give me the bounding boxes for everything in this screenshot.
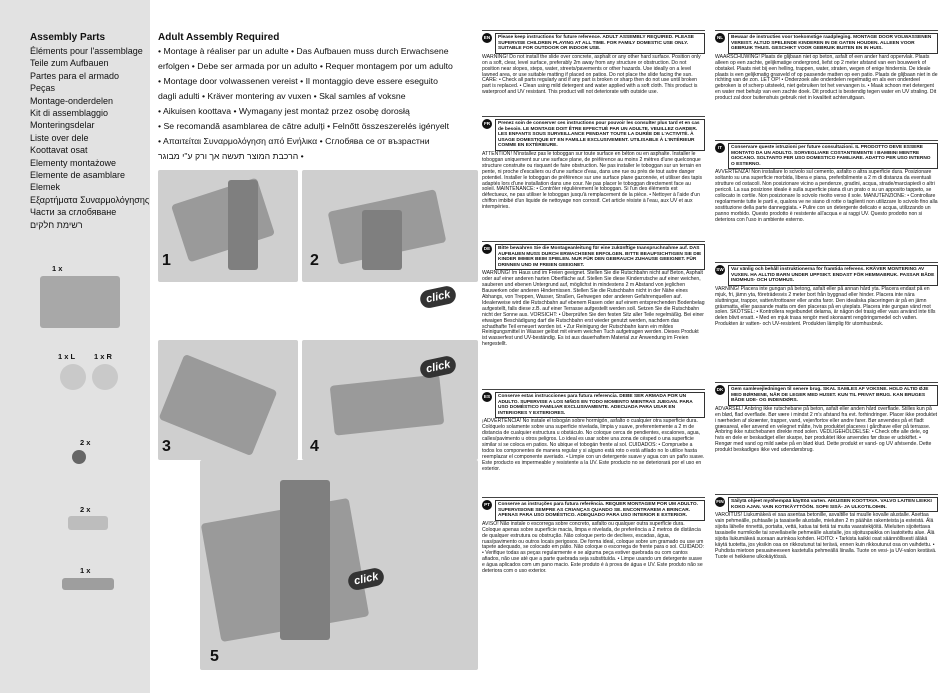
warning-header-row [482, 500, 705, 521]
warning-block-dk [715, 382, 938, 494]
language-badge: FR [482, 119, 492, 129]
warning-header-row [482, 392, 705, 418]
language-badge: NL [715, 33, 725, 43]
parts-language-item: Elemek [30, 182, 61, 193]
multilingual-warnings [482, 30, 938, 690]
warning-header-box: Conservare queste istruzioni per future consultazioni. IL PRODOTTO DEVE ESSERE MONTATO DA UN ADULTO. SORVEGLIARE COSTANTEMENTE I BAMBINI MENTRE GIOCANO. SOLTANTO PER USO DOMESTICO FAMILIARE. ADATTO PER USO INTERNO O ESTERNO. [728, 143, 938, 169]
assembly-line: • Aikuisen koottava • Wymagany jest montaż przez osobę dorosłą [158, 106, 410, 116]
warning-block-pt [482, 497, 705, 617]
parts-language-item: Teile zum Aufbauen [30, 58, 109, 69]
warning-block-en [482, 30, 705, 116]
step-5-number: 5 [210, 648, 219, 665]
warning-header-row [715, 385, 938, 406]
click-label-step-2: click [419, 284, 458, 309]
step-5-photo [200, 460, 478, 670]
warning-header-box: Gem samlevejledningen til senere brug. SKAL SAMLES AF VOKSNE. HOLD ALTID ØJE MED BØRNENE, NÅR DE LEGER MED HUSET. KUN TIL PRIVAT BRUG. KAN BRUGES BÅDE UDE- OG INDENDØRS. [728, 385, 938, 406]
language-badge: SW [715, 265, 725, 275]
language-badge: DK [715, 385, 725, 395]
adult-assembly-multilingual-list [158, 44, 478, 164]
warning-body-text: ADVARSEL! Anbring ikke rutschebane på beton, asfalt eller anden hård overflade. Stilles kun på en blød, flad overflade. Bør være i mindst 2 m's afstand fra evt. forhindringer. Placer ikke produktet i nærheden af skrænter, trapper, vand, vejer/fortov eller andre farer. Bør anvendes på et fladt græsareal, eller anvend en velegnet måtte, hvis produktet placeres i gårdhave eller på terrasse. Anbring ikke rutschebanen direkte mod solen. VEDLIGEHOLDELSE: • Check ofte alle dele, og hvis en dele er beskadiget eller skarpe, bør produktet ikke anvendes før disse er udskiftet. • Rengør med vand og mild sæbe på en blød klud. Dette produkt er vand- og UV afvisende. Dette produkt beskadiges ikke ved udendørsbrug. [715, 405, 938, 454]
parts-language-item: Elemente de asamblare [30, 170, 126, 181]
step-2-photo [302, 170, 478, 282]
parts-language-item: Части за сглобяване [30, 207, 117, 218]
parts-language-item: Εξαρτήματα Συναρμολόγησης [30, 194, 150, 205]
part-quantity-slide: 1 x [52, 264, 63, 273]
parts-language-item: Kit di assemblaggio [30, 108, 109, 119]
parts-language-item: Montage-onderdelen [30, 95, 114, 106]
warning-header-row [715, 33, 938, 54]
warning-header-box: Bewaar de instructies voor toekomstige raadpleging. MONTAGE DOOR VOLWASSENEN VEREIST. ALTIJD SPELENDE KINDEREN IN DE GATEN HOUDEN. ALLEEN VOOR GEBRUIK THUIS. GESCHIKT VOOR GEBRUIK BUITEN EN IN HUIS. [728, 33, 938, 54]
click-label-step-4: click [419, 354, 458, 379]
part-quantity-handle: 1 x [80, 566, 91, 575]
warning-block-sw [715, 262, 938, 382]
parts-language-item: Peças [30, 83, 56, 94]
step-part-image [68, 516, 108, 530]
warning-header-row [715, 497, 938, 512]
warning-body-text: WARNING! Do not install the slide over concrete, asphalt or any other hard surface. Position only on a soft, clear, level surface, preferably 2m away from any structure or obstruction. Do not position near slopes, steps, water, streets/pavements or other hazards. Use ideally on a level lawned area, or use suitable matting if placed on patios. Do not place the slide facing the sun. CARE: • Check all parts regularly and if any part is broken or sharp then do not use until broken part is replaced. • Clean using mild detergent and water applied with a soft cloth. This product is waterproof and UV resistant. This product will not deteriorate with outside use. [482, 53, 701, 96]
part-quantity-step: 2 x [80, 505, 91, 514]
parts-language-item: Elementy montażowe [30, 157, 117, 168]
parts-language-item: Liste over dele [30, 132, 89, 143]
part-quantity-peg: 2 x [80, 438, 91, 447]
left-bracket-part-image [60, 364, 86, 390]
warning-block-es [482, 389, 705, 497]
warning-body-text: WARNUNG! Im Haus und im Freien geeignet. Stellen Sie die Rutschbahn nicht auf Beton, Asphalt oder auf einer anderen harten Oberfläche auf. Stellen Sie diese Kinderrutsche auf einer weichen, sauberen und ebenen Untergrund auf, möglichst in mindestens 2 m Abstand von jeglichen Bauwerken oder anderen Hindernissen. Stellen Sie die Rutschbahn nicht in der Nähe eines Abhangs, von Treppen, Wasser, Straßen, Gehwegen oder anderen Gefahrenquellen auf. Idealerweise wird die Rutschbahn auf ebenem Rasen oder auf einem entsprechenden Bodenbelag aufgestellt, falls diese z.B. auf einer Terrasse aufgestellt werden soll. Setzen Sie die Rutschbahn nicht der Sonne aus. VORSICHT: • Überprüfen Sie den festen Sitz aller Teile regelmäßig. Bei einer etwaigen Beschädigung darf die Rutschbahn erst wieder genutzt werden, nachdem das schadhafte Teil erneuert worden ist. • Zur Reinigung der Rutschbahn kann ein mildes Reinigungsmittel in Wasser gelöst mit einem weichen Tuch aufgetragen werden. Dieses Produkt ist wasserfest und UV-beständig. Es ist aus dauerhaftem Material zur Anwendung im Freien hergestellt. [482, 270, 705, 348]
warning-block-fin [715, 494, 938, 590]
slide-body-part-image [40, 276, 120, 328]
warning-block-fr [482, 116, 705, 241]
warning-body-text: VARNING! Placera inte gungan på betong, asfalt eller på annan hård yta. Placera endast på en mjuk, fri, jämn yta, företrädesvis 2 meter bort från byggnad eller hinder. Placera inte nära sluttningar, trappor, vatten/trottoarer eller andra faror. Den idealiska placeringen är på en jämn gräsmatta, eller passande matta om den placeras på en uteplats. Placera inte gungan vänd mot solen. SKÖTSEL: • Kontrollera regelbundet delarna, är någon del trasig eller vass använd inte tills delen blivit ersatt. • Med en mjuk trasa rengör med skonsamt rengöringsmedel och vatten. Produkten är vatten- och UV-resistent. Produkten lämplig för utomhusbruk. [715, 285, 936, 328]
warning-block-nl [715, 30, 938, 140]
step-3-photo [158, 340, 298, 460]
warnings-left-column [482, 30, 705, 617]
parts-language-item: Partes para el armado [30, 70, 120, 81]
part-quantity-left: 1 x L [58, 352, 76, 361]
warning-header-box: Please keep instructions for future reference. ADULT ASSEMBLY REQUIRED. PLEASE SUPERVISE CHILDREN PLAYING AT ALL TIME. FOR FAMILY DOMESTIC USE ONLY. SUITABLE FOR OUTDOOR OR INDOOR USE. [495, 33, 705, 54]
warnings-right-column [715, 30, 938, 590]
warning-header-box: Säilytä ohjeet myöhempää käyttöä varten. AIKUISEN KOOTTAVA. VALVO LAITEN LEIKKI KOKO AJAN. VAIN KOTIKÄYTTÖÖN. SOPII SISÄ- JA ULKOTILOIHIN. [728, 497, 938, 512]
warning-header-box: Prenez soin de conserver ces instructions pour pouvoir les consulter plus tard et en cas de besoin. LE MONTAGE DOIT ÊTRE EFFECTUÉ PAR UN ADULTE. VEUILLEZ GARDER. LES ENFANTS SOUS SURVEILLANCE PENDANT TOUTE LA DURÉE DE L'ACTIVITÉ. À USAGE DOMESTIQUE ET EN FAMILLE EXCLUSIVEMENT. UTILISABLE À L'INTÉRIEUR COMME EN EXTÉRIEURE. [495, 119, 705, 151]
warning-body-text: AVISO! Não instale o escorrega sobre concreto, asfalto ou qualquer outra superfície dura. Coloque apenas sobre superfície macia, limpa e nivelada, de preferência a 2 metros de distância de qualquer estrutura ou obstrução. Não coloque perto de declives, escadas, água, ruas/pavimento ou outros locais perigosos. De forma ideal, coloque sobre um gramado ou use um tapete adequado, se colocado em pátio. Não coloque o escorrega de frente para o sol. CUIDADO: • Verifique todas as peças regularmente e se alguma peça estiver quebrada ou com cantos afiados, não use até que a parte quebrada seja substituída. • Limpe usando um detergente suave e água aplicados com um pano macio. Este produto é à prova de água e UV. Este produto não se deteriora com o uso exterior. [482, 520, 704, 575]
warning-header-box: Var vänlig och behåll instruktionerna för framtida referens. KRÄVER MONTERING AV VUXEN. HA ALLTID BARN UNDER UPPSIKT. ENDAST FÖR HEMMABRUK. PASSAR BÅDE INOMHUS- OCH UTOMHUS. [728, 265, 938, 286]
parts-language-item: רשימת חלקים [30, 219, 83, 230]
warning-header-row [715, 143, 938, 169]
assembly-line: • Montage à réaliser par un adulte • Das Aufbauen muss durch Erwachsene [158, 46, 449, 56]
assembly-line: erfolgen • Debe ser armada por un adulto • Requer montagem por um adulto [158, 61, 453, 71]
warning-header-row [482, 244, 705, 270]
step-4-number: 4 [310, 438, 319, 455]
warning-block-it [715, 140, 938, 262]
warning-body-text: AVVERTENZA! Non installare lo scivolo sul cemento, asfalto o altra superficie dura. Posizionare soltanto su una superficie morbida, libera e piana, preferibilmente a 2 m di distanza da eventuali strutture od ostacoli. Non posizionare vicino a pendenze, gradini, acqua, strade/marciapiedi o altri pericoli. La sua posizione ideale è sulla superficie piana di un prato o su un apposito tappeto, se collocato in cortile. Non posizionare lo scivolo rivolto verso il sole. MANUTENZIONE: • Controllare regolarmente tutte le parti e, qualora ve ne siano di rotte o taglienti non utilizzare lo scivolo fino alla sostituzione della parte danneggiata. • Pulire con un detergente delicato e acqua, utilizzando un panno morbido. Questo prodotto è resistente all'acqua e ai raggi UV. Questo prodotto non si deteriora con l'uso in ambiente esterno. [715, 169, 938, 223]
parts-title: Assembly Parts [30, 32, 106, 43]
assembly-line: • Montage door volwassenen vereist • Il montaggio deve essere eseguito [158, 76, 438, 86]
right-bracket-part-image [92, 364, 118, 390]
parts-language-item: Monteringsdelar [30, 120, 95, 131]
warning-body-text: WAARSCHUWING! Plaats de glijbaan niet op beton, asfalt of een ander hard oppervlak. Plaats alleen op een zachte, gelijkmatige ondergrond, liefst op 2 meter afstand van een bouwwerk of obstakel. Plaats niet bij een helling, trappen, water, straten, wegen of enige hindernis. De ideale plaats is een gelijkmatig grasveld of op passende matten op een patio. Plaats de glijbaan niet in de richting van de zon. LET OP! • Onderzoek alle onderdelen regelmatig en als een onderdeel gebroken is of scherp uitsteekt, niet gebruiken tot het vervangen is. • Maak schoon met detergent en water met behulp van een zachte doek. Dit product is bestendig tegen water en UV straling. Dit product zal door buitenshuis gebruik niet in kwaliteit achteruitgaan. [715, 53, 938, 102]
language-badge: ES [482, 392, 492, 402]
click-label-step-5: click [347, 566, 386, 591]
language-badge: EN [482, 33, 492, 43]
warning-block-de [482, 241, 705, 389]
parts-panel [0, 0, 150, 693]
step-1-photo [158, 170, 298, 282]
assembly-line: dagli adulti • Kräver montering av vuxen • Skal samles af voksne [158, 91, 406, 101]
parts-language-item: Koottavat osat [30, 145, 88, 156]
part-quantity-right: 1 x R [94, 352, 112, 361]
step-3-number: 3 [162, 438, 171, 455]
assembly-line: • הרכבת המוצר תעשה אך ורק ע"י מבוגר [158, 151, 304, 161]
assembly-line: • Απαιτείται Συναρμολόγηση από Ενήλικα • Сглобява се от възрастни [158, 136, 430, 146]
peg-part-image [72, 450, 86, 464]
parts-language-list [30, 45, 149, 231]
warning-body-text: ATTENTION! N'installez pas le toboggan sur toute surface en béton ou en asphalte. Installer le toboggan uniquement sur une surface plane, de préférence au moins 2 mètres d'une quelconque structure construite ou risquant de faire obstruction. Ne pas installer le toboggan sur un terrain en pente, ni proche d'escaliers ou d'une surface d'eau, dans une rue ou près de tout autre danger potentiel. Installer le toboggan de préférence sur une surface plane gazonnée, et utiliser des tapis adaptés lors d'une installation dans une cour. Ne pas placer le toboggan directement face au soleil. MAINTENANCE: • Contrôler régulièrement le toboggan. Si l'un des éléments est défectueux, ne pas utiliser le toboggan jusqu'à remplacement de la pièce. • Nettoyer à l'aide d'un chiffon imbibé d'un liquide de nettoyage non corrosif. Cet article résiste à l'eau, aux UV et aux intempéries. [482, 150, 703, 211]
handle-part-image [62, 578, 114, 590]
language-badge: FIN [715, 497, 725, 507]
warning-header-row [482, 33, 705, 54]
assembly-line: • Se recomandă asamblarea de către adulți • Felnőtt összeszerelés igényelt [158, 121, 449, 131]
adult-assembly-title: Adult Assembly Required [158, 32, 280, 43]
warning-body-text: VAROITUS! Liukumäkeä ei saa asentaa betonille, asvaltille tai muulle kovalle alustalle. Asettaa vain pehmeälle, puhtaalle ja tasaiselle alustalle, mieluiten 2 m päähän rakenteista ja esteistä. Älä sijoita lähelle rinnettä, portaita, vettä, katua tai tietä tai muita vaaratekijöitä. Mieluiten sijoitettava tasaiselle nurmikolle tai sovellaiselle pehmeälle alustalle, jos sijoituspaikka on laatoitettu alue. Älä sijoita liukumäkeä suoraan aurinkoa kohden. HOITO: • Tarkista kaikki osat säännöllisesti äläkä käytä tuotetta, jos yksikin osa on rikkoutunut tai terävä, ennen kuin rikkoutunut osa on vaihdettu. • Puhdista mietoon pesuaineeseen kastetulla pehmeällä liinalla. Tuote on vesi- ja UV-valon kestävä. Tuote ei heikkene ulkokäytössä. [715, 512, 937, 560]
warning-header-box: Bitte bewahren Sie die Montageanleitung für eine zukünftige Inanspruchnahme auf. DAS AUFBAUEN MUSS DURCH ERWACHSENE ERFOLGEN. BITTE BEAUFSICHTIGEN SIE DIE KINDER IMMER BEIM SPIELEN. NUR FÜR DEN GEBRAUCH ZUHAUSE GEEIGNET. FÜR DRINNEN UND IM FREIEN GEEIGNET. [495, 244, 705, 270]
warning-header-box: Conserve as instruções para futura referência. REQUER MONTAGEM POR UM ADULTO. SUPERVISIONE SEMPRE AS CRIANÇAS QUANDO SE. ENCONTRAREM A BRINCAR. APENAS PARA USO DOMÉSTICO. ADEQUADO PARA USO INTERIOR E EXTERIOR. [495, 500, 705, 521]
language-badge: DE [482, 244, 492, 254]
parts-language-item: Éléments pour l'assemblage [30, 46, 143, 56]
step-1-number: 1 [162, 252, 171, 269]
language-badge: PT [482, 500, 492, 510]
language-badge: IT [715, 143, 725, 153]
warning-header-row [482, 119, 705, 151]
warning-header-row [715, 265, 938, 286]
warning-header-box: Conserve estas instrucciones para futura referencia. DEBE SER ARMADA POR UN ADULTO. SUPERVISE A LOS NIÑOS EN TODO MOMENTO MIENTRAS JUEGAN. PARA USO DOMÉSTICO FAMILIAR EXCLUSIVAMENTE. ADECUADA PARA USAR EN INTERIORES Y EXTERIORES. [495, 392, 705, 418]
warning-body-text: ¡ADVERTENCIA! No instale el tobogán sobre hormigón, asfalto o cualquier otra superficie dura. Colóquelo solamente sobre una superficie nivelada, limpia y suave, preferentemente a 2 m de distancia de cualquier estructura u obstáculo. No coloque cerca de pendientes, escalones, agua, calles/pavimento u otros peligros. Lo ideal es usar sobre una zona de césped o una superficie similar si se coloca en patios. No ubique el tobogán frente al sol. CUIDADOS: • Compruebe a todos los componentes de manera regular y si alguno está roto o está afilado no lo utilice hasta reemplazar el componente averiado. • Limpie con un detergente suave y agua con un paño suave. Este producto es impermeable y resistente a la UV. Este producto no se deteriorará por el uso en exterior. [482, 418, 705, 472]
step-2-number: 2 [310, 252, 319, 269]
